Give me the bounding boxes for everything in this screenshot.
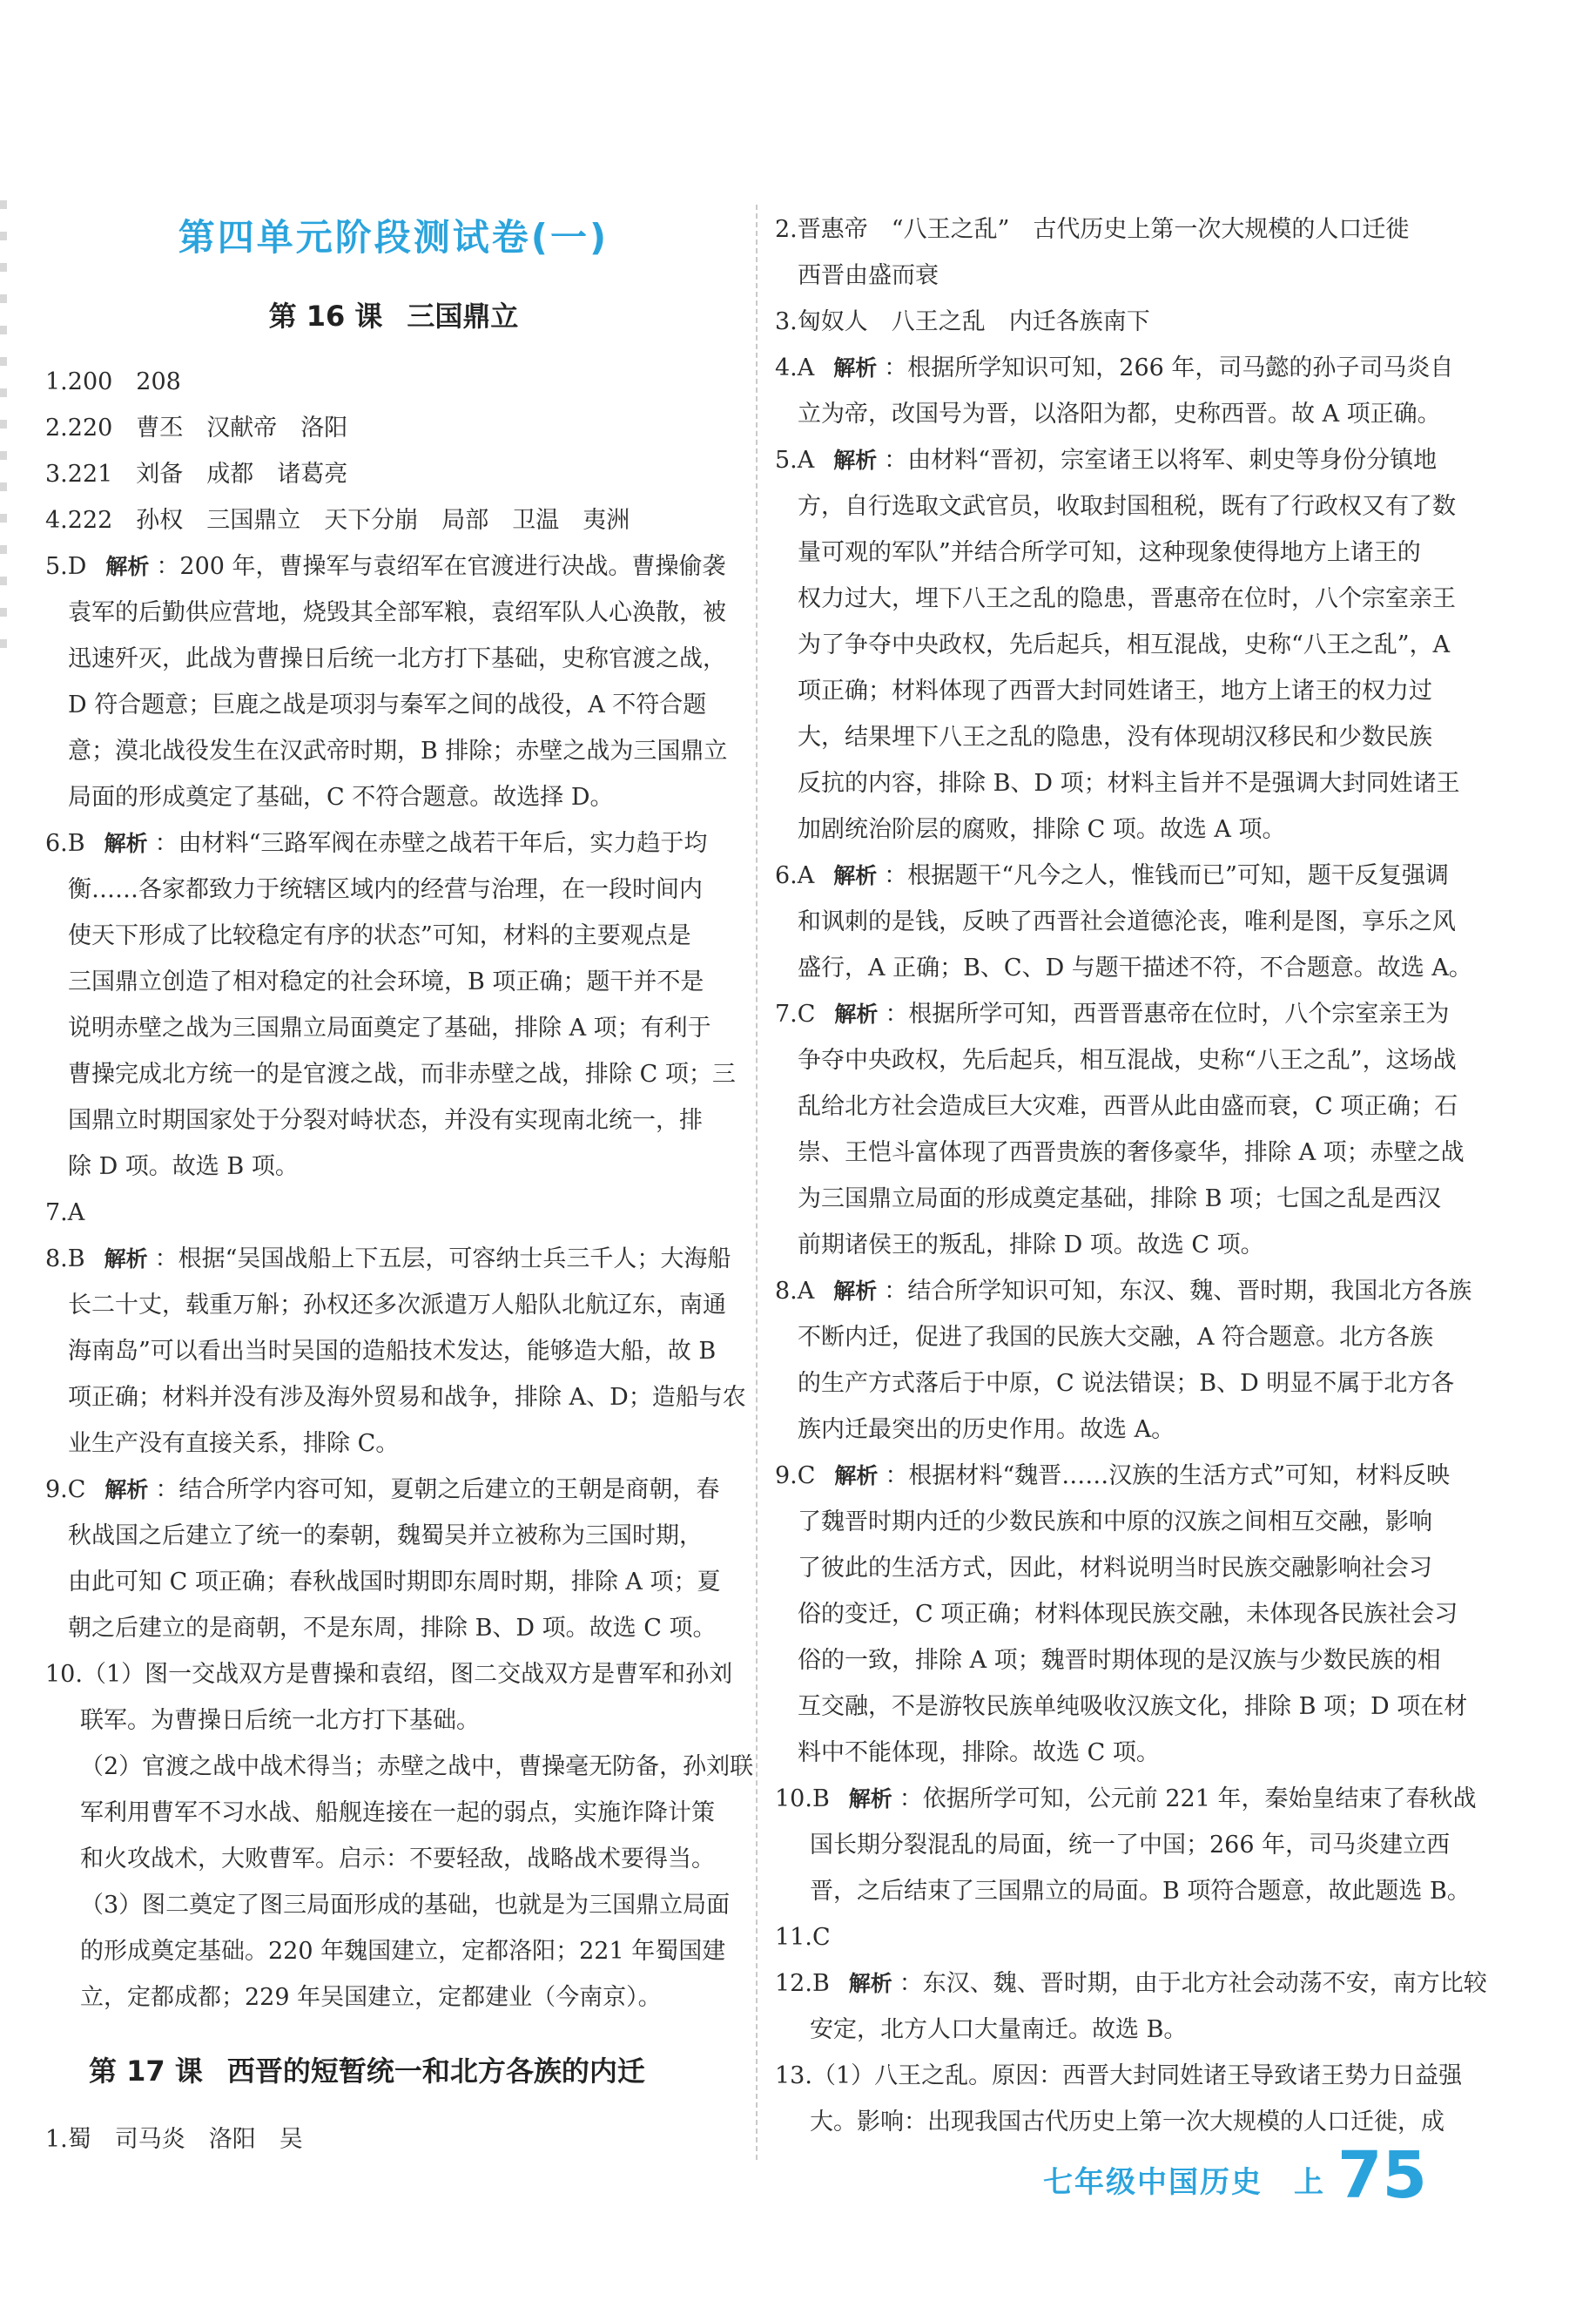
answer-8: 8.B 解析 ：根据“吴国战船上下五层，可容纳士兵三千人；大海船 — [45, 1245, 731, 1272]
analysis-label: 解析 — [104, 831, 148, 856]
answer-r8: 8.A 解析 ：结合所学知识可知，东汉、魏、晋时期，我国北方各族 — [775, 1278, 1472, 1305]
answer-r13: 13.（1）八王之乱。原因：西晋大封同姓诸王导致诸王势力日益强 — [775, 2062, 1463, 2089]
answer-r5: 5.A 解析 ：由材料“晋初，宗室诸王以将军、刺史等身份分镇地 — [775, 447, 1438, 474]
answer-r9: 9.C 解析 ：根据材料“魏晋……汉族的生活方式”可知，材料反映 — [775, 1462, 1451, 1489]
footer-subject: 七年级中国历史 上 — [1043, 2165, 1325, 2200]
margin-binding-marks — [0, 200, 7, 653]
page-footer — [1043, 2138, 1427, 2213]
analysis-label: 解析 — [833, 1279, 878, 1304]
answer-block-left-upper: 1.200 208 2.220 曹丕 汉献帝 洛阳 3.221 刘备 成都 诸葛亮 4.222 孙权 三国鼎立 天下分崩 局部 卫温 夷洲 5.D 解析 ：200 年，曹操军与袁绍军在官渡进行决战。曹操偷袭 袁军的后勤供应营地，烧毁其全部军粮，袁绍军队人心涣散，被 迅速歼灭，此战为曹操日后统一北方打下基础，史称官渡之战， D 符合题意；巨鹿之战是项羽与秦军之间的战役，A 不符合题 意；漠北战役发生在汉武帝时期，B 排除；赤壁之战为三国鼎立 局面的形成奠定了基础，C 不符合题意。故选择 D。 6.B 解析 ：由材料“三路军阀在赤壁之战若干年后，实力趋于均 衡……各家都致力于统辖区域内的经营与治理，在一段时间内 使天下形成了比较稳定有序的状态”可知，材料的主要观点是 三国鼎立创造了相对稳定的社会环境，B 项正确；题干并不是 说明赤壁之战为三国鼎立局面奠定了基础，排除 A 项；有利于 曹操完成北方统一的是官渡之战，而非赤壁之战，排除 C 项；三 国鼎立时期国家处于分裂对峙状态，并没有实现南北统一，排 除 D 项。故选 B 项。 7.A 8.B 解析 ：根据“吴国战船上下五层，可容纳士兵三千人；大海船 长二十丈，载重万斛；孙权还多次派遣万人船队北航辽东，南通 海南岛”可以看出当时吴国的造船技术发达，能够造大船，故 B 项正确；材料并没有涉及海外贸易和战争，排除 A、D；造船与农 业生产没有直接关系，排除 C。 9.C 解析 ：结合所学内容可知，夏朝之后建立的王朝是商朝，春 秋战国之后建立了统一的秦朝，魏蜀吴并立被称为三国时期， 由此可知 C 项正确；春秋战国时期即东周时期，排除 A 项；夏 朝之后建立的是商朝，不是东周，排除 B、D 项。故选 C 项。 10.（1）图一交战双方是曹操和袁绍，图二交战双方是曹军和孙刘 联军。为曹操日后统一北方打下基础。 （2）官渡之战中战术得当；赤壁之战中，曹操毫无防备，孙刘联 军利用曹军不习水战、船舰连接在一起的弱点，实施诈降计策 和火攻战术，大败曹军。启示：不要轻敌，战略战术要得当。 （3）图二奠定了图三局面形成的基础，也就是为三国鼎立局面 的形成奠定基础。220 年魏国建立，定都洛阳；221 年蜀国建 立，定都成都；229 年吴国建立，定都建业（今南京）。 — [45, 359, 742, 2021]
answer-r4: 4.A 解析 ：根据所学知识可知，266 年，司马懿的孙子司马炎自 — [775, 354, 1454, 381]
answer-r7: 7.C 解析 ：根据所学可知，西晋晋惠帝在位时，八个宗室亲王为 — [775, 1001, 1450, 1028]
answer-3: 3.221 刘备 成都 诸葛亮 — [45, 461, 348, 488]
answer-r2: 2.晋惠帝 “八王之乱” 古代历史上第一次大规模的人口迁徙 — [775, 216, 1410, 243]
analysis-label: 解析 — [848, 1971, 892, 1996]
lesson17-answer-1: 1.蜀 司马炎 洛阳 吴 — [45, 2126, 303, 2153]
page-number: 75 — [1337, 2138, 1427, 2213]
lesson-16-number: 第 16 课 — [268, 300, 383, 333]
answer-7: 7.A — [45, 1199, 85, 1226]
analysis-label: 解析 — [833, 863, 878, 888]
answer-1: 1.200 208 — [45, 368, 181, 395]
column-divider — [756, 205, 758, 2160]
answer-r10: 10.B 解析 ：依据所学可知，公元前 221 年，秦始皇结束了春秋战 — [775, 1785, 1477, 1812]
lesson-16-title — [45, 294, 742, 334]
lesson-17-title — [89, 2049, 645, 2089]
analysis-label: 解析 — [833, 355, 878, 381]
unit-title: 第四单元阶段测试卷(一) — [178, 216, 609, 259]
answer-r11: 11.C — [775, 1924, 831, 1951]
answer-block-right: 2.晋惠帝 “八王之乱” 古代历史上第一次大规模的人口迁徙 西晋由盛而衰 3.匈奴人 八王之乱 内迁各族南下 4.A 解析 ：根据所学知识可知，266 年，司马懿的孙子司马炎自 立为帝，改国号为晋，以洛阳为都，史称西晋。故 A 项正确。 5.A 解析 ：由材料“晋初，宗室诸王以将军、刺史等身份分镇地 方，自行选取文武官员，收取封国租税，既有了行政权又有了数 量可观的军队”并结合所学可知，这种现象使得地方上诸王的 权力过大，埋下八王之乱的隐患，晋惠帝在位时，八个宗室亲王 为了争夺中央政权，先后起兵，相互混战，史称“八王之乱”，A 项正确；材料体现了西晋大封同姓诸王，地方上诸王的权力过 大，结果埋下八王之乱的隐患，没有体现胡汉移民和少数民族 反抗的内容，排除 B、D 项；材料主旨并不是强调大封同姓诸王 加剧统治阶层的腐败，排除 C 项。故选 A 项。 6.A 解析 ：根据题干“凡今之人，惟钱而已”可知，题干反复强调 和讽刺的是钱，反映了西晋社会道德沦丧，唯利是图，享乐之风 盛行，A 正确；B、C、D 与题干描述不符，不合题意。故选 A。 7.C 解析 ：根据所学可知，西晋晋惠帝在位时，八个宗室亲王为 争夺中央政权，先后起兵，相互混战，史称“八王之乱”，这场战 乱给北方社会造成巨大灾难，西晋从此由盛而衰，C 项正确；石 崇、王恺斗富体现了西晋贵族的奢侈豪华，排除 A 项；赤壁之战 为三国鼎立局面的形成奠定基础，排除 B 项；七国之乱是西汉 前期诸侯王的叛乱，排除 D 项。故选 C 项。 8.A 解析 ：结合所学知识可知，东汉、魏、晋时期，我国北方各族 不断内迁，促进了我国的民族大交融，A 符合题意。北方各族 的生产方式落后于中原，C 说法错误；B、D 明显不属于北方各 族内迁最突出的历史作用。故选 A。 9.C 解析 ：根据材料“魏晋……汉族的生活方式”可知，材料反映 了魏晋时期内迁的少数民族和中原的汉族之间相互交融，影响 了彼此的生活方式，因此，材料说明当时民族交融影响社会习 俗的变迁，C 项正确；材料体现民族交融，未体现各民族社会习 俗的一致，排除 A 项；魏晋时期体现的是汉族与少数民族的相 互交融，不是游牧民族单纯吸收汉族文化，排除 B 项；D 项在材 料中不能体现，排除。故选 C 项。 10.B 解析 ：依据所学可知，公元前 221 年，秦始皇结束了春秋战 国长期分裂混乱的局面，统一了中国；266 年，司马炎建立西 晋，之后结束了三国鼎立的局面。B 项符合题意，故此题选 B。 11.C 12.B 解析 ：东汉、魏、晋时期，由于北方社会动荡不安，南方比较 安定，北方人口大量南迁。故选 B。 13.（1）八王之乱。原因：西晋大封同姓诸王导致诸王势力日益强 大。影响：出现我国古代历史上第一次大规模的人口迁徙，成 — [775, 206, 1471, 2145]
answer-5: 5.D 解析 ：200 年，曹操军与袁绍军在官渡进行决战。曹操偷袭 — [45, 553, 726, 580]
lesson-17-number: 第 17 课 — [89, 2054, 203, 2088]
answer-4: 4.222 孙权 三国鼎立 天下分崩 局部 卫温 夷洲 — [45, 507, 630, 534]
answer-block-lesson17 — [45, 2116, 742, 2162]
analysis-label: 解析 — [105, 554, 150, 579]
analysis-label: 解析 — [834, 1002, 879, 1027]
answer-r6: 6.A 解析 ：根据题干“凡今之人，惟钱而已”可知，题干反复强调 — [775, 862, 1449, 889]
analysis-label: 解析 — [834, 1463, 879, 1488]
lesson-16-name: 三国鼎立 — [407, 300, 519, 333]
analysis-label: 解析 — [833, 448, 878, 473]
analysis-label: 解析 — [848, 1786, 892, 1812]
analysis-label: 解析 — [104, 1477, 149, 1502]
answer-10: 10.（1）图一交战双方是曹操和袁绍，图二交战双方是曹军和孙刘 — [45, 1661, 733, 1688]
answer-9: 9.C 解析 ：结合所学内容可知，夏朝之后建立的王朝是商朝，春 — [45, 1476, 720, 1503]
analysis-label: 解析 — [104, 1246, 148, 1272]
lesson-17-name: 西晋的短暂统一和北方各族的内迁 — [226, 2054, 645, 2088]
answer-r12: 12.B 解析 ：东汉、魏、晋时期，由于北方社会动荡不安，南方比较 — [775, 1970, 1487, 1997]
answer-2: 2.220 曹丕 汉献帝 洛阳 — [45, 415, 348, 442]
answer-6: 6.B 解析 ：由材料“三路军阀在赤壁之战若干年后，实力趋于均 — [45, 830, 708, 857]
answer-r3: 3.匈奴人 八王之乱 内迁各族南下 — [775, 308, 1150, 335]
